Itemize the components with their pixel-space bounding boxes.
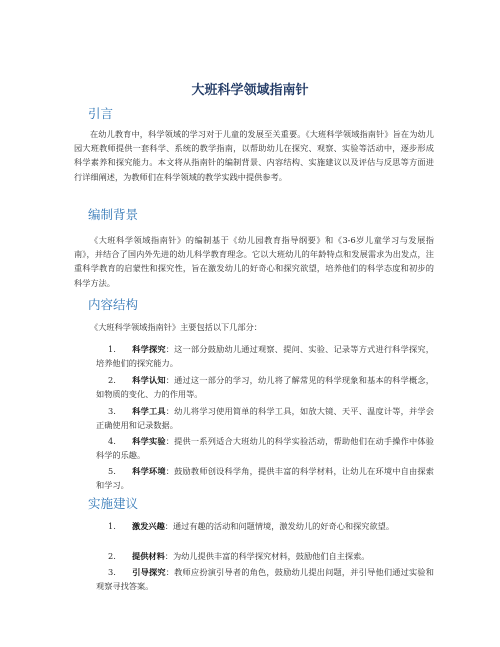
list-item: 2. 科学认知：通过这一部分的学习，幼儿将了解常见的科学现象和基本的科学概念，如物质的变化、力的作用等。 [96, 375, 434, 400]
list-item: 1. 科学探究：这一部分鼓励幼儿通过观察、提问、实验、记录等方式进行科学探究，培养他们的探究能力。 [96, 344, 434, 369]
list-item: 5. 科学环境：鼓励教师创设科学角，提供丰富的科学材料，让幼儿在环境中自由探索和学习。 [96, 466, 434, 491]
list-item: 2. 提供材料：为幼儿提供丰富的科学探究材料，鼓励他们自主探索。 [108, 551, 370, 561]
heading-intro: 引言 [88, 106, 114, 121]
intro-paragraph: 在幼儿教育中，科学领域的学习对于儿童的发展至关重要。《大班科学领域指南针》旨在为幼儿园大班教师提供一套科学、系统的教学指南，以帮助幼儿在探究、观察、实验等活动中，逐步形成科学素养和探究能力。本文将从指南针的编制背景、内容结构、实施建议以及评估与反思等方面进行详细阐述，为教师们在科学领域的教学实践中提供参考。 [74, 129, 434, 182]
list-item: 4. 科学实验：提供一系列适合大班幼儿的科学实验活动，帮助他们在动手操作中体验科学的乐趣。 [96, 436, 434, 461]
background-paragraph: 《大班科学领域指南针》的编制基于《幼儿园教育指导纲要》和《3-6岁儿童学习与发展指南》，并结合了国内外先进的幼儿科学教育理念。它以大班幼儿的年龄特点和发展需求为出发点，注重科学教育的启蒙性和探究性，旨在激发幼儿的好奇心和探究欲望，培养他们的科学态度和初步的科学方法。 [74, 235, 434, 288]
heading-implementation: 实施建议 [88, 496, 139, 511]
list-item: 3. 科学工具：幼儿将学习使用简单的科学工具，如放大镜、天平、温度计等，并学会正确使用和记录数据。 [96, 406, 434, 431]
list-item: 1. 激发兴趣：通过有趣的活动和问题情境，激发幼儿的好奇心和探究欲望。 [108, 521, 395, 531]
heading-background: 编制背景 [88, 207, 139, 222]
structure-intro: 《大班科学领域指南针》主要包括以下几部分： [90, 322, 262, 332]
heading-structure: 内容结构 [88, 297, 139, 312]
list-item: 3. 引导探究：教师应扮演引导者的角色，鼓励幼儿提出问题，并引导他们通过实验和观察寻找答案。 [96, 567, 434, 592]
document-title: 大班科学领域指南针 [191, 83, 309, 98]
